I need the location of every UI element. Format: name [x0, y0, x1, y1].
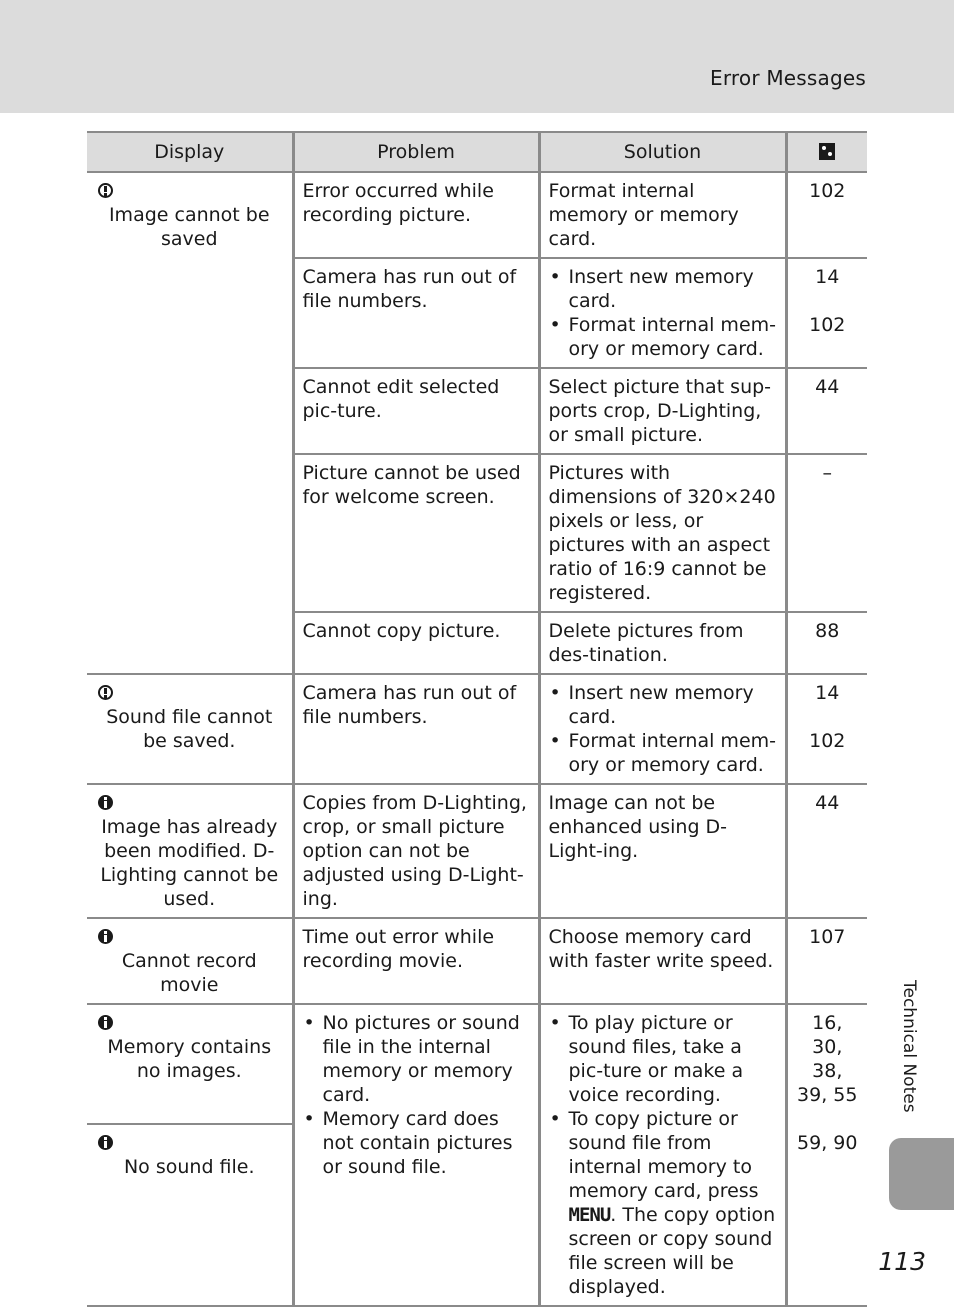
page-cell: 44	[786, 368, 867, 454]
solution-cell: Choose memory card with faster write speed.	[539, 918, 786, 1004]
display-message: Sound file cannot be saved.	[106, 706, 273, 752]
page-ref: 16, 30, 38, 39, 55	[797, 1012, 858, 1106]
solution-cell: Delete pictures from des-tination.	[539, 612, 786, 674]
info-icon	[98, 795, 113, 810]
section-tab	[889, 1138, 954, 1210]
problem-cell: Cannot edit selected pic-ture.	[293, 368, 539, 454]
solution-cell	[539, 674, 786, 784]
column-header-display: Display	[87, 132, 293, 172]
problem-bullet: • No pictures or sound file in the internal memory or memory card.	[323, 1011, 530, 1107]
page-ref: 59, 90	[797, 1132, 858, 1154]
page-cell: 107	[786, 918, 867, 1004]
page-ref: 14	[815, 266, 840, 288]
display-cell	[87, 674, 293, 784]
page-number: 113	[878, 1247, 926, 1276]
display-cell	[87, 784, 293, 918]
info-icon	[98, 929, 113, 944]
display-message: Image has already been modified. D-Lighting cannot be used.	[100, 816, 279, 910]
page-reference-icon	[819, 143, 835, 160]
display-cell	[87, 918, 293, 1004]
display-message: No sound file.	[123, 1155, 255, 1178]
page-cell: 88	[786, 612, 867, 674]
solution-cell: Format internal memory or memory card.	[539, 172, 786, 258]
solution-bullet: • To copy picture or sound file from internal memory to memory card, press MENU. The copy option screen or copy sound file screen will be displayed.	[569, 1107, 777, 1299]
table-header-row	[87, 132, 867, 172]
solution-cell: Pictures with dimensions of 320×240 pixels or less, or pictures with an aspect ratio of 16:9 cannot be registered.	[539, 454, 786, 612]
problem-cell: Cannot copy picture.	[293, 612, 539, 674]
solution-bullet: • Insert new memory card.	[569, 265, 777, 313]
problem-cell: Picture cannot be used for welcome screen.	[293, 454, 539, 612]
column-header-problem: Problem	[293, 132, 539, 172]
display-cell	[87, 172, 293, 674]
page-ref: 102	[809, 730, 846, 752]
page-cell	[786, 674, 867, 784]
display-message: Image cannot be saved	[108, 204, 270, 250]
error-messages-table	[87, 131, 867, 1307]
display-message: Cannot record movie	[121, 950, 257, 996]
column-header-page	[786, 132, 867, 172]
problem-cell	[293, 1004, 539, 1306]
page-ref: 14	[815, 682, 840, 704]
problem-cell: Copies from D-Lighting, crop, or small picture option can not be adjusted using D-Light-ing.	[293, 784, 539, 918]
table-row	[87, 784, 867, 918]
page-cell: –	[786, 454, 867, 612]
display-message: Memory contains no images.	[107, 1036, 272, 1082]
section-title: Error Messages	[710, 66, 866, 90]
solution-cell	[539, 258, 786, 368]
warning-icon	[98, 183, 113, 198]
table-row	[87, 1004, 867, 1124]
info-icon	[98, 1135, 113, 1150]
table-row	[87, 674, 867, 784]
page-cell: 44	[786, 784, 867, 918]
problem-cell: Camera has run out of file numbers.	[293, 258, 539, 368]
display-cell	[87, 1124, 293, 1306]
info-icon	[98, 1015, 113, 1030]
page-ref: 102	[809, 314, 846, 336]
page-cell: 102	[786, 172, 867, 258]
warning-icon	[98, 685, 113, 700]
solution-bullet: • To play picture or sound files, take a pic-ture or make a voice recording.	[569, 1011, 777, 1107]
problem-cell: Error occurred while recording picture.	[293, 172, 539, 258]
solution-bullet: • Insert new memory card.	[569, 681, 777, 729]
table-row	[87, 918, 867, 1004]
table-row	[87, 172, 867, 258]
page-cell	[786, 1004, 867, 1306]
page-cell	[786, 258, 867, 368]
display-cell	[87, 1004, 293, 1124]
solution-cell	[539, 1004, 786, 1306]
solution-bullet: • Format internal mem-ory or memory card.	[569, 313, 777, 361]
header-band	[0, 0, 954, 113]
solution-bullet: • Format internal mem-ory or memory card.	[569, 729, 777, 777]
column-header-solution: Solution	[539, 132, 786, 172]
sidebar-label: Technical Notes	[899, 980, 919, 1113]
solution-cell: Select picture that sup-ports crop, D-Lighting, or small picture.	[539, 368, 786, 454]
menu-button-label: MENU	[568, 1204, 611, 1226]
problem-bullet: • Memory card does not contain pictures or sound file.	[323, 1107, 530, 1179]
solution-cell: Image can not be enhanced using D-Light-ing.	[539, 784, 786, 918]
problem-cell: Time out error while recording movie.	[293, 918, 539, 1004]
problem-cell: Camera has run out of file numbers.	[293, 674, 539, 784]
